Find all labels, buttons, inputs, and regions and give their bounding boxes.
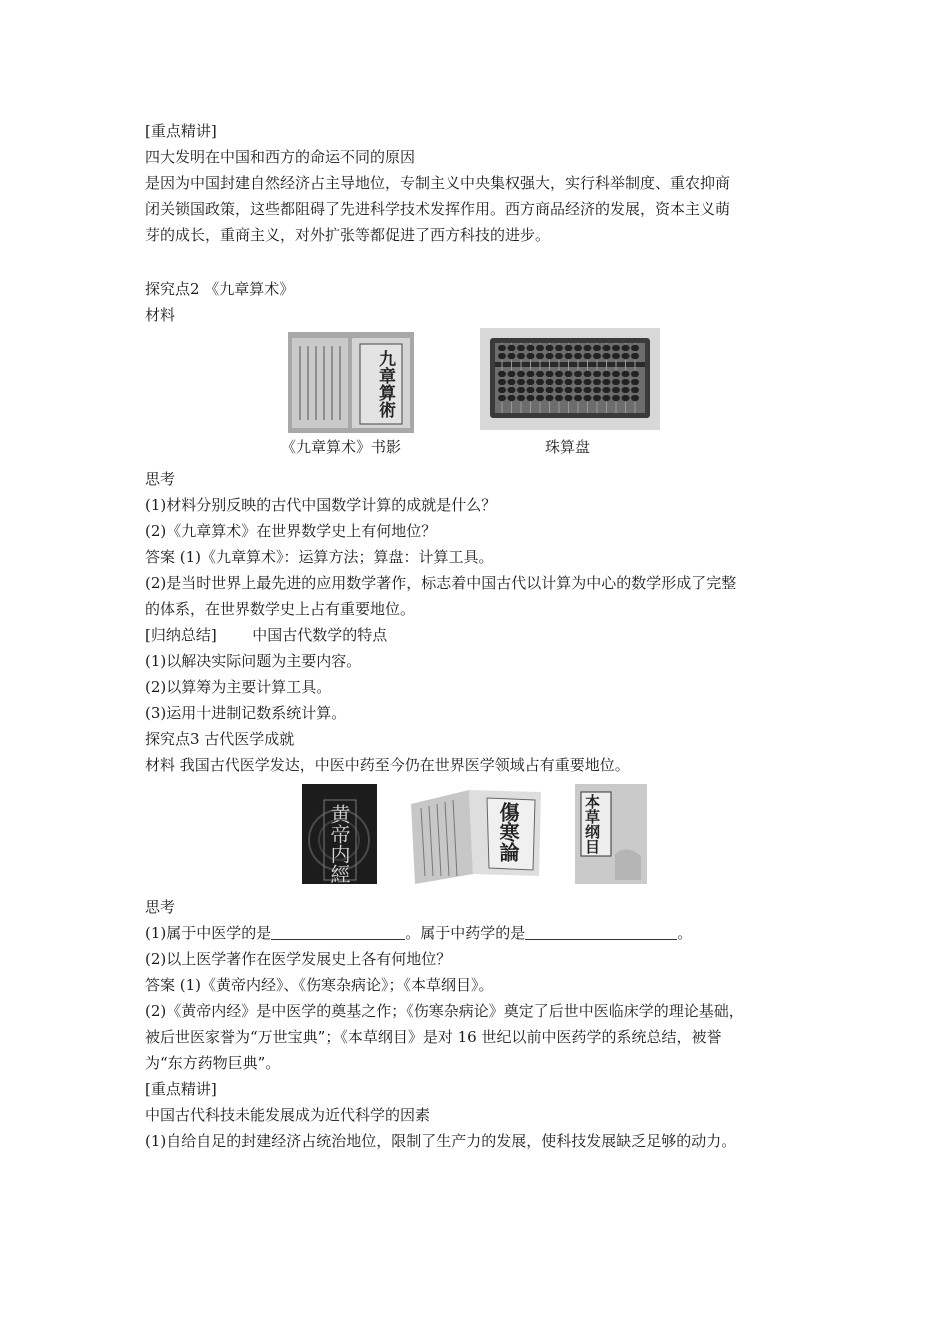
abacus-bead	[565, 387, 573, 393]
abacus-bead	[612, 345, 620, 351]
abacus-bead	[612, 387, 620, 393]
question: (2)以上医学著作在医学发展史上各有何地位？	[145, 950, 452, 968]
abacus-bead	[565, 345, 573, 351]
shanghan-lun-photo	[407, 784, 545, 884]
abacus-bead	[612, 353, 620, 359]
abacus-bead	[536, 345, 544, 351]
abacus-bead	[565, 395, 573, 401]
abacus-bead	[565, 379, 573, 385]
answer: 答案 (1)《九章算术》：运算方法；算盘：计算工具。	[145, 548, 494, 566]
abacus-bead	[498, 387, 506, 393]
abacus-bead	[584, 371, 592, 377]
abacus-bead	[631, 395, 639, 401]
abacus-bead	[612, 371, 620, 377]
abacus-bead	[622, 387, 630, 393]
abacus-bead	[565, 371, 573, 377]
material-text: 材料 我国古代医学发达，中医中药至今仍在世界医学领域占有重要地位。	[145, 756, 630, 774]
abacus-bead	[546, 353, 554, 359]
abacus-bead	[508, 379, 516, 385]
paragraph-line: 闭关锁国政策，这些都阻碍了先进科学技术发挥作用。西方商品经济的发展，资本主义萌	[145, 200, 731, 218]
abacus-bead	[631, 371, 639, 377]
summary-item: (3)运用十进制记数系统计算。	[145, 704, 347, 722]
abacus-bead	[508, 345, 516, 351]
abacus-bead	[622, 395, 630, 401]
abacus-bead	[546, 387, 554, 393]
abacus-bead	[584, 353, 592, 359]
figure-caption-abacus: 珠算盘	[545, 438, 591, 456]
summary-item: (2)以算筹为主要计算工具。	[145, 678, 332, 696]
section-heading: [重点精讲]	[145, 122, 217, 140]
abacus-bead	[498, 379, 506, 385]
abacus-bead	[603, 379, 611, 385]
abacus-bead	[574, 371, 582, 377]
abacus-bead	[603, 371, 611, 377]
abacus-bead	[546, 345, 554, 351]
abacus-bead	[555, 371, 563, 377]
abacus-bead	[593, 345, 601, 351]
abacus-bead	[508, 353, 516, 359]
abacus-bead	[498, 345, 506, 351]
answer-line: (2)《黄帝内经》是中医学的奠基之作；《伤寒杂病论》奠定了后世中医临床学的理论基础，	[145, 1002, 744, 1020]
abacus-bead	[527, 345, 535, 351]
abacus-bead	[593, 379, 601, 385]
abacus-bead	[631, 353, 639, 359]
answer-blank[interactable]	[525, 924, 677, 940]
abacus-bead	[555, 379, 563, 385]
paragraph-line: (1)自给自足的封建经济占统治地位，限制了生产力的发展，使科技发展缺乏足够的动力。	[145, 1132, 737, 1150]
abacus-bead	[565, 353, 573, 359]
abacus-bead	[584, 345, 592, 351]
abacus-bead	[622, 345, 630, 351]
jiuzhang-book-photo	[288, 332, 414, 433]
section-title: 中国古代科技未能发展成为近代科学的因素	[145, 1106, 431, 1124]
abacus-bead	[574, 345, 582, 351]
abacus-bead	[498, 371, 506, 377]
abacus-bead	[574, 353, 582, 359]
abacus-bead	[574, 395, 582, 401]
abacus-bead	[536, 395, 544, 401]
abacus-bead	[555, 387, 563, 393]
abacus-bead	[612, 379, 620, 385]
abacus-bead	[527, 379, 535, 385]
question-part: 。属于中药学的是	[405, 924, 526, 942]
abacus-bead	[508, 387, 516, 393]
point2-title: 探究点2 《九章算术》	[145, 280, 295, 298]
answer-blank[interactable]	[271, 924, 405, 940]
think-label: 思考	[145, 470, 176, 488]
abacus-bead	[593, 371, 601, 377]
abacus-bead	[603, 353, 611, 359]
abacus-bead	[517, 387, 525, 393]
abacus-bead	[527, 395, 535, 401]
answer-line: 的体系，在世界数学史上占有重要地位。	[145, 600, 416, 618]
fill-in-question	[145, 920, 815, 946]
abacus-bead	[584, 395, 592, 401]
abacus-bead	[517, 353, 525, 359]
abacus-bead	[622, 353, 630, 359]
abacus-bead	[517, 371, 525, 377]
bencao-gangmu-photo	[575, 784, 647, 884]
abacus-bead	[574, 379, 582, 385]
abacus-bead	[631, 379, 639, 385]
material-label: 材料	[145, 306, 176, 324]
figure-caption-jiuzhang: 《九章算术》书影	[281, 438, 402, 456]
book-cover-text: 本草纲目	[583, 794, 601, 854]
question-part: (1)属于中医学的是	[145, 924, 272, 942]
answer-line: 被后世医家誉为“万世宝典”；《本草纲目》是对 16 世纪以前中医药学的系统总结，被誉	[145, 1028, 722, 1046]
abacus-bead	[593, 387, 601, 393]
abacus-bead	[603, 387, 611, 393]
abacus-bead	[555, 345, 563, 351]
question: (1)材料分别反映的古代中国数学计算的成就是什么？	[145, 496, 497, 514]
section-title: 四大发明在中国和西方的命运不同的原因	[145, 148, 416, 166]
abacus-bead	[622, 379, 630, 385]
abacus-bead	[546, 379, 554, 385]
answer-line: (2)是当时世界上最先进的应用数学著作，标志着中国古代以计算为中心的数学形成了完整	[145, 574, 737, 592]
abacus-bead	[593, 353, 601, 359]
abacus-bead	[498, 353, 506, 359]
abacus-bead	[622, 371, 630, 377]
abacus-bead	[612, 395, 620, 401]
abacus-bead	[536, 353, 544, 359]
huangdi-neijing-photo	[302, 784, 377, 884]
book-spine-text: 九章算術	[375, 350, 395, 418]
abacus-bead	[527, 387, 535, 393]
book-cover-text: 黄帝内經	[327, 804, 351, 884]
abacus-bead	[517, 395, 525, 401]
abacus-bead	[508, 371, 516, 377]
abacus-bead	[517, 345, 525, 351]
summary-item: (1)以解决实际问题为主要内容。	[145, 652, 362, 670]
summary-heading	[145, 622, 815, 648]
abacus-photo	[480, 328, 660, 430]
question-part: 。	[677, 924, 693, 942]
summary-title: 中国古代数学的特点	[252, 626, 388, 644]
abacus-bead	[603, 345, 611, 351]
abacus-bead	[555, 395, 563, 401]
book-cover-text: 傷寒論	[496, 802, 520, 862]
abacus-bead	[631, 345, 639, 351]
summary-tag: [归纳总结]	[145, 626, 217, 644]
abacus-bead	[536, 371, 544, 377]
figure-row-medicine	[145, 778, 815, 892]
abacus-bead	[527, 353, 535, 359]
abacus-bead	[546, 371, 554, 377]
section-heading: [重点精讲]	[145, 1080, 217, 1098]
question: (2)《九章算术》在世界数学史上有何地位？	[145, 522, 437, 540]
abacus-bead	[536, 379, 544, 385]
point3-title: 探究点3 古代医学成就	[145, 730, 295, 748]
abacus-bead	[574, 387, 582, 393]
abacus-bead	[584, 387, 592, 393]
abacus-bead	[508, 395, 516, 401]
answer: 答案 (1)《黄帝内经》、《伤寒杂病论》；《本草纲目》。	[145, 976, 494, 994]
abacus-bead	[498, 395, 506, 401]
abacus-bead	[546, 395, 554, 401]
abacus-bead	[527, 371, 535, 377]
answer-line: 为“东方药物巨典”。	[145, 1054, 281, 1072]
abacus-bead	[517, 379, 525, 385]
abacus-bead	[603, 395, 611, 401]
abacus-bead	[536, 387, 544, 393]
paragraph-line: 芽的成长，重商主义，对外扩张等都促进了西方科技的进步。	[145, 226, 551, 244]
paragraph-line: 是因为中国封建自然经济占主导地位，专制主义中央集权强大，实行科举制度、重农抑商	[145, 174, 731, 192]
abacus-bead	[593, 395, 601, 401]
abacus-bead	[555, 353, 563, 359]
abacus-bead	[631, 387, 639, 393]
abacus-bead	[584, 379, 592, 385]
document-page	[145, 118, 815, 1154]
think-label: 思考	[145, 898, 176, 916]
figure-row-math	[145, 328, 815, 456]
